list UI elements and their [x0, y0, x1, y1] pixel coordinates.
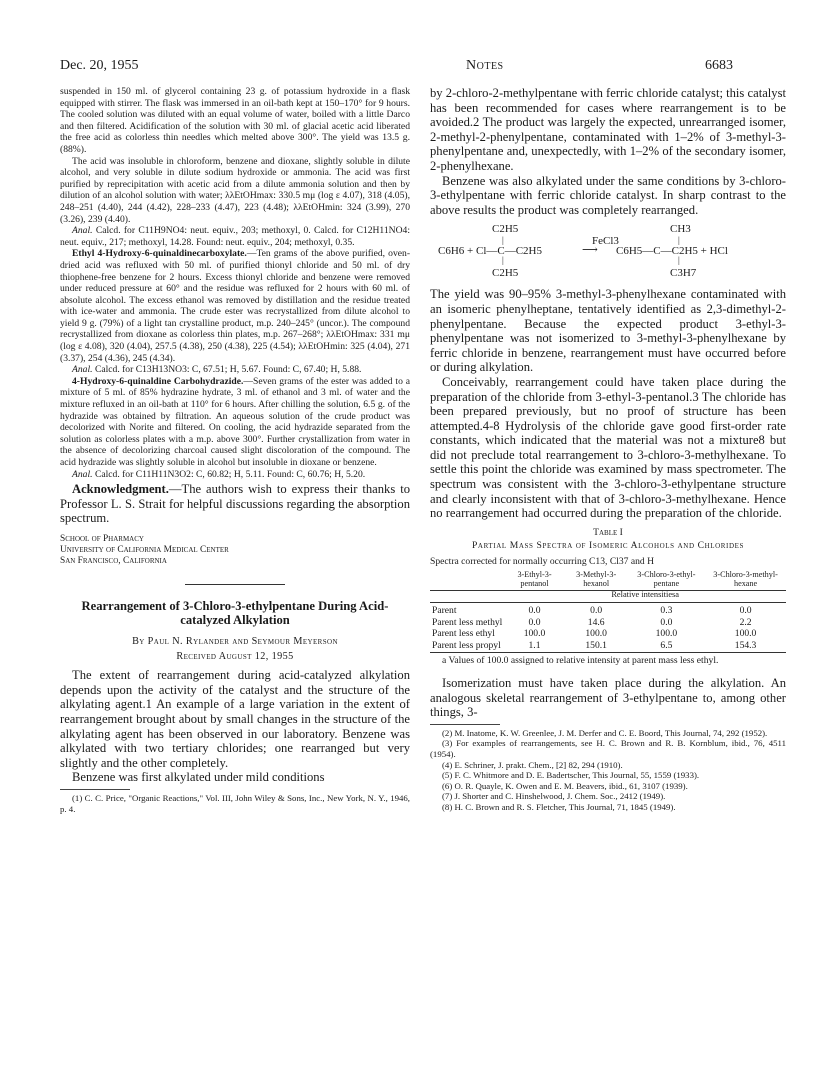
received-date: Received August 12, 1955 [176, 651, 294, 663]
ack-heading: Acknowledgment. [72, 482, 169, 497]
table-row [430, 640, 786, 652]
column-header: 3-Chloro-3-methyl-hexane [705, 571, 786, 591]
paragraph: Benzene was first alkylated under mild conditions [72, 770, 325, 785]
column-header: 3-Methyl-3-hexanol [565, 571, 628, 591]
running-head-date: Dec. 20, 1955 [60, 58, 139, 73]
table-note: Spectra corrected for normally occurring C13, Cl37 and H [430, 555, 655, 567]
eq-arrow: ⟶ [582, 244, 598, 257]
anal-label: Anal. [72, 468, 93, 480]
running-head-section: Notes [466, 58, 504, 73]
footnote: (7) J. Shorter and C. Hinshelwood, J. Chem. Soc., 2412 (1949). [442, 791, 666, 802]
section-heading: 4-Hydroxy-6-quinaldine Carbohydrazide. [72, 375, 244, 387]
section-heading: Ethyl 4-Hydroxy-6-quinaldinecarboxylate. [72, 248, 247, 260]
footnote: (1) C. C. Price, "Organic Reactions," Vol. III, John Wiley & Sons, Inc., New York, N. Y., 1946, p. 4. [60, 792, 410, 814]
footnote-rule [60, 789, 130, 790]
table-cell: 100.0 [655, 628, 678, 640]
anal-text: Calcd. for C11H9NO4: neut. equiv., 203; methoxyl, 0. Calcd. for C12H11NO4: neut. equiv., 217; methoxyl, 14.28. Found: neut. equiv., 204; methoxyl, 0.35. [60, 225, 410, 248]
table-cell: 100.0 [734, 628, 757, 640]
anal-text: Calcd. for C13H13NO3: C, 67.51; H, 5.67. Found: C, 67.40; H, 5.88. [94, 364, 362, 376]
table-row [430, 603, 786, 617]
footnote: (5) F. C. Whitmore and D. E. Badertscher, This Journal, 55, 1559 (1933). [442, 770, 700, 781]
footnote: (2) M. Inatome, K. W. Greenlee, J. M. Derfer and C. E. Boord, This Journal, 74, 292 (1952). [442, 727, 768, 738]
eq-product-top: CH3 [670, 223, 691, 236]
table-title: Partial Mass Spectra of Isomeric Alcohols and Chlorides [471, 539, 745, 551]
affiliation-line: San Francisco, California [60, 556, 167, 567]
footnote: (3) For examples of rearrangements, see H. C. Brown and R. B. Kornblum, ibid., 76, 4511 (1954). [430, 738, 786, 759]
table-cell: 150.1 [565, 640, 628, 652]
affiliation [60, 534, 410, 568]
anal-text: Calcd. for C11H11N3O2: C, 60.82; H, 5.11. Found: C, 60.76; H, 5.20. [94, 468, 366, 480]
right-column [430, 86, 786, 813]
analysis-paragraph [60, 225, 410, 248]
paragraph: Benzene was also alkylated under the same conditions by 3-chloro-3-ethylpentane with ferric chloride catalyst. In sharp contrast to the above results the product was completely rearranged. [430, 173, 786, 217]
table-cell: 2.2 [739, 616, 752, 628]
table-cell: 100.0 [523, 628, 546, 640]
ack-body: —The authors wish to express their thanks to Professor L. S. Strait for helpful discussions regarding the absorption spectrum. [60, 482, 410, 526]
paragraph: Isomerization must have taken place during the alkylation. An analogous skeletal rearrangement of 3-ethylpentane to, among other things, 3- [430, 676, 786, 720]
column-header-spacer [430, 591, 504, 603]
byline: By Paul N. Rylander and Seymour Meyerson [132, 636, 338, 648]
table-cell: 0.0 [660, 616, 673, 628]
table-cell: 6.5 [628, 640, 705, 652]
anal-label: Anal. [72, 364, 93, 376]
eq-bond: | [502, 235, 504, 246]
section-body: —Seven grams of the ester was added to a mixture of 5 ml. of 85% hydrazine hydrate, 3 ml. of ethanol and 3 ml. of water and the mixture refluxed in an oil-bath at 110° for 6 hours. After chilling the solution, 6.5 g. of the hydrazide was obtained by filtration. An aqueous solution of the crude product was decolorized with Norite and filtered. On cooling, the acid hydrazide separated from the solution as colorless plates with a m.p. above 300°. Further crystallization from water in the absence of decolorizing charcoal caused slight discoloration of the compound. The acid hydrazide was slightly soluble in alcohol but insoluble in dioxane or benzene. [60, 375, 411, 468]
eq-bond: | [678, 235, 680, 246]
eq-catalyst: FeCl3 [592, 235, 619, 248]
eq-product: C6H5—C—C2H5 + HCl [616, 245, 728, 258]
table-footnote: a Values of 100.0 assigned to relative intensity at parent mass less ethyl. [442, 654, 719, 666]
article-title: Rearrangement of 3-Chloro-3-ethylpentane During Acid-catalyzed Alkylation [81, 598, 389, 628]
table-cell: 100.0 [585, 628, 607, 640]
eq-bond: | [678, 255, 680, 266]
row-label: Parent less propyl [430, 640, 504, 652]
footnotes [430, 728, 786, 813]
table-cell: 1.1 [504, 640, 564, 652]
anal-label: Anal. [72, 225, 93, 237]
eq-reactant: C6H6 + Cl—C—C2H5 [438, 245, 542, 258]
column-header: 3-Chloro-3-ethyl-pentane [628, 571, 705, 591]
footnote: (8) H. C. Brown and R. S. Fletcher, This Journal, 71, 1845 (1949). [442, 801, 676, 812]
analysis-paragraph [60, 469, 410, 481]
section-paragraph [60, 248, 410, 364]
left-column [60, 86, 410, 814]
divider [185, 584, 285, 585]
paragraph: The yield was 90–95% 3-methyl-3-phenylhexane contaminated with an isomeric phenylheptane, tentatively identified as 2,3-dimethyl-2-phenylpentane. Because the expected product 3-ethyl-3-phenylpentane was not isomerized to 3-methyl-3-phenylhexane by ferric chloride in benzene, rearrangement must have occurred before or during alkylation. [430, 287, 786, 375]
paragraph: The acid was insoluble in chloroform, benzene and dioxane, slightly soluble in dilute alcohol, and very soluble in dilute sodium hydroxide or ammonia. The acid was first purified by reprecipitation with acetic acid from a dilute ammonia solution and then by dilution of an alcohol solution with water; λλEtOHmax: 330.5 mμ (log ε 4.07), 318 (4.05), 248–251 (4.40), 244 (4.42), 228–233 (4.47), 223 (4.48); λλEtOHmin: 324 (3.99), 270 (3.26), 239 (4.40). [60, 155, 410, 225]
table-cell: 0.0 [528, 605, 541, 617]
eq-product-bottom: C3H7 [670, 267, 697, 280]
acknowledgment [60, 482, 410, 526]
paragraph: by 2-chloro-2-methylpentane with ferric chloride catalyst; this catalyst has been recommended for cases where rearrangement is to be avoided.2 The product was largely the expected, unrearranged isomer, 2-methyl-2-phenylpentane, contaminated with 1–2% of 3-methyl-3-phenylpentane and, unexpectedly, with 1–2% of the secondary isomer, 2-phenylhexane. [430, 86, 786, 173]
table-cell: 0.0 [590, 605, 603, 617]
row-label: Parent less ethyl [432, 628, 495, 640]
reaction-equation [430, 221, 786, 283]
paragraph: The extent of rearrangement during acid-catalyzed alkylation depends upon the activity of the catalyst and the structure of the alkylating agent.1 An example of a large variation in the extent of rearrangement brought about by small changes in the structure of the alkylating agent has been observed in our laboratory. Benzene was alkylated with two tertiary chlorides; one rearranged but very slightly and the other completely. [60, 668, 410, 770]
table-cell: 154.3 [705, 640, 786, 652]
section-paragraph [60, 376, 410, 469]
footnote: (4) E. Schriner, J. prakt. Chem., [2] 82, 294 (1910). [442, 759, 623, 770]
eq-reactant-bottom: C2H5 [492, 267, 519, 280]
table-number: Table I [593, 526, 623, 538]
paragraph: Conceivably, rearrangement could have taken place during the preparation of the chloride from 3-ethyl-3-pentanol.3 The chloride has been prepared previously, but no proof of structure has been attempted.4-8 Hydrolysis of the chloride gave good first-order rate constants, which indicated that the material was not a mixture8 but did not preclude total rearrangement to 3-chloro-3-methylhexane. To settle this point the chloride was examined by mass spectrometer. The spectrum was consistent with the 3-chloro-3-ethylpentane structure and clearly inconsistent with that of 3-chloro-3-methylhexane. Hence no rearrangement had occurred during the preparation of the chloride. [430, 374, 786, 521]
eq-bond: | [502, 255, 504, 266]
footnote-rule [430, 724, 500, 725]
affiliation-line: University of California Medical Center [60, 545, 229, 556]
column-header: 3-Ethyl-3-pentanol [504, 571, 564, 591]
table-subheader: Relative intensitiesa [504, 591, 786, 603]
table-row [430, 628, 786, 640]
eq-reactant-top: C2H5 [492, 223, 519, 236]
affiliation-line: School of Pharmacy [60, 533, 144, 544]
table-cell: 14.6 [587, 616, 605, 628]
column-header [430, 571, 504, 591]
row-label: Parent less methyl [432, 616, 503, 628]
analysis-paragraph [60, 364, 410, 376]
section-body: —Ten grams of the above purified, oven-dried acid was refluxed with 50 ml. of purified thionyl chloride and 50 ml. of dry thiophene-free benzene for 2 hours. Excess thionyl chloride and benzene were removed under reduced pressure at 60° and the residue was refluxed for 2 hours with 60 ml. of absolute alcohol. The excess ethanol was removed by distillation and the residue treated with ice-water and ammonia. The crude ester was recrystallized from dilute alcohol to yield 9 g. (79%) of a light tan crystalline product, m.p. 240–245° (uncor.). The compound recrystallized from dioxane as colorless thin plates, m.p. 267–268°; λλEtOHmax: 331 mμ (log ε 4.08), 320 (4.04), 257.5 (4.38), 250 (4.38), 225 (4.54); λλEtOHmin: 325 (4.04), 271 (3.37), 254 (4.36), 245 (4.34). [60, 248, 411, 364]
table-cell: 0.0 [528, 616, 541, 628]
table-cell: 0.0 [739, 605, 752, 617]
table-row [430, 617, 786, 629]
page-number: 6683 [705, 58, 733, 73]
row-label: Parent [432, 605, 457, 617]
table-cell: 0.3 [660, 605, 673, 617]
mass-spectra-table [430, 571, 786, 653]
footnote: (6) O. R. Quayle, K. Owen and E. M. Beavers, ibid., 61, 3107 (1939). [442, 780, 688, 791]
paragraph: suspended in 150 ml. of glycerol containing 23 g. of potassium hydroxide in a flask equipped with stirrer. The flask was immersed in an oil-bath kept at 150–170° for 9 hours. The cooled solution was diluted with an equal volume of water, boiled with a little Darco and then filtered. Acidification of the solution with 30 ml. of glacial acetic acid liberated the free acid as colorless thin needles which melted above 300°. The yield was 13.5 g. (88%). [60, 86, 410, 155]
